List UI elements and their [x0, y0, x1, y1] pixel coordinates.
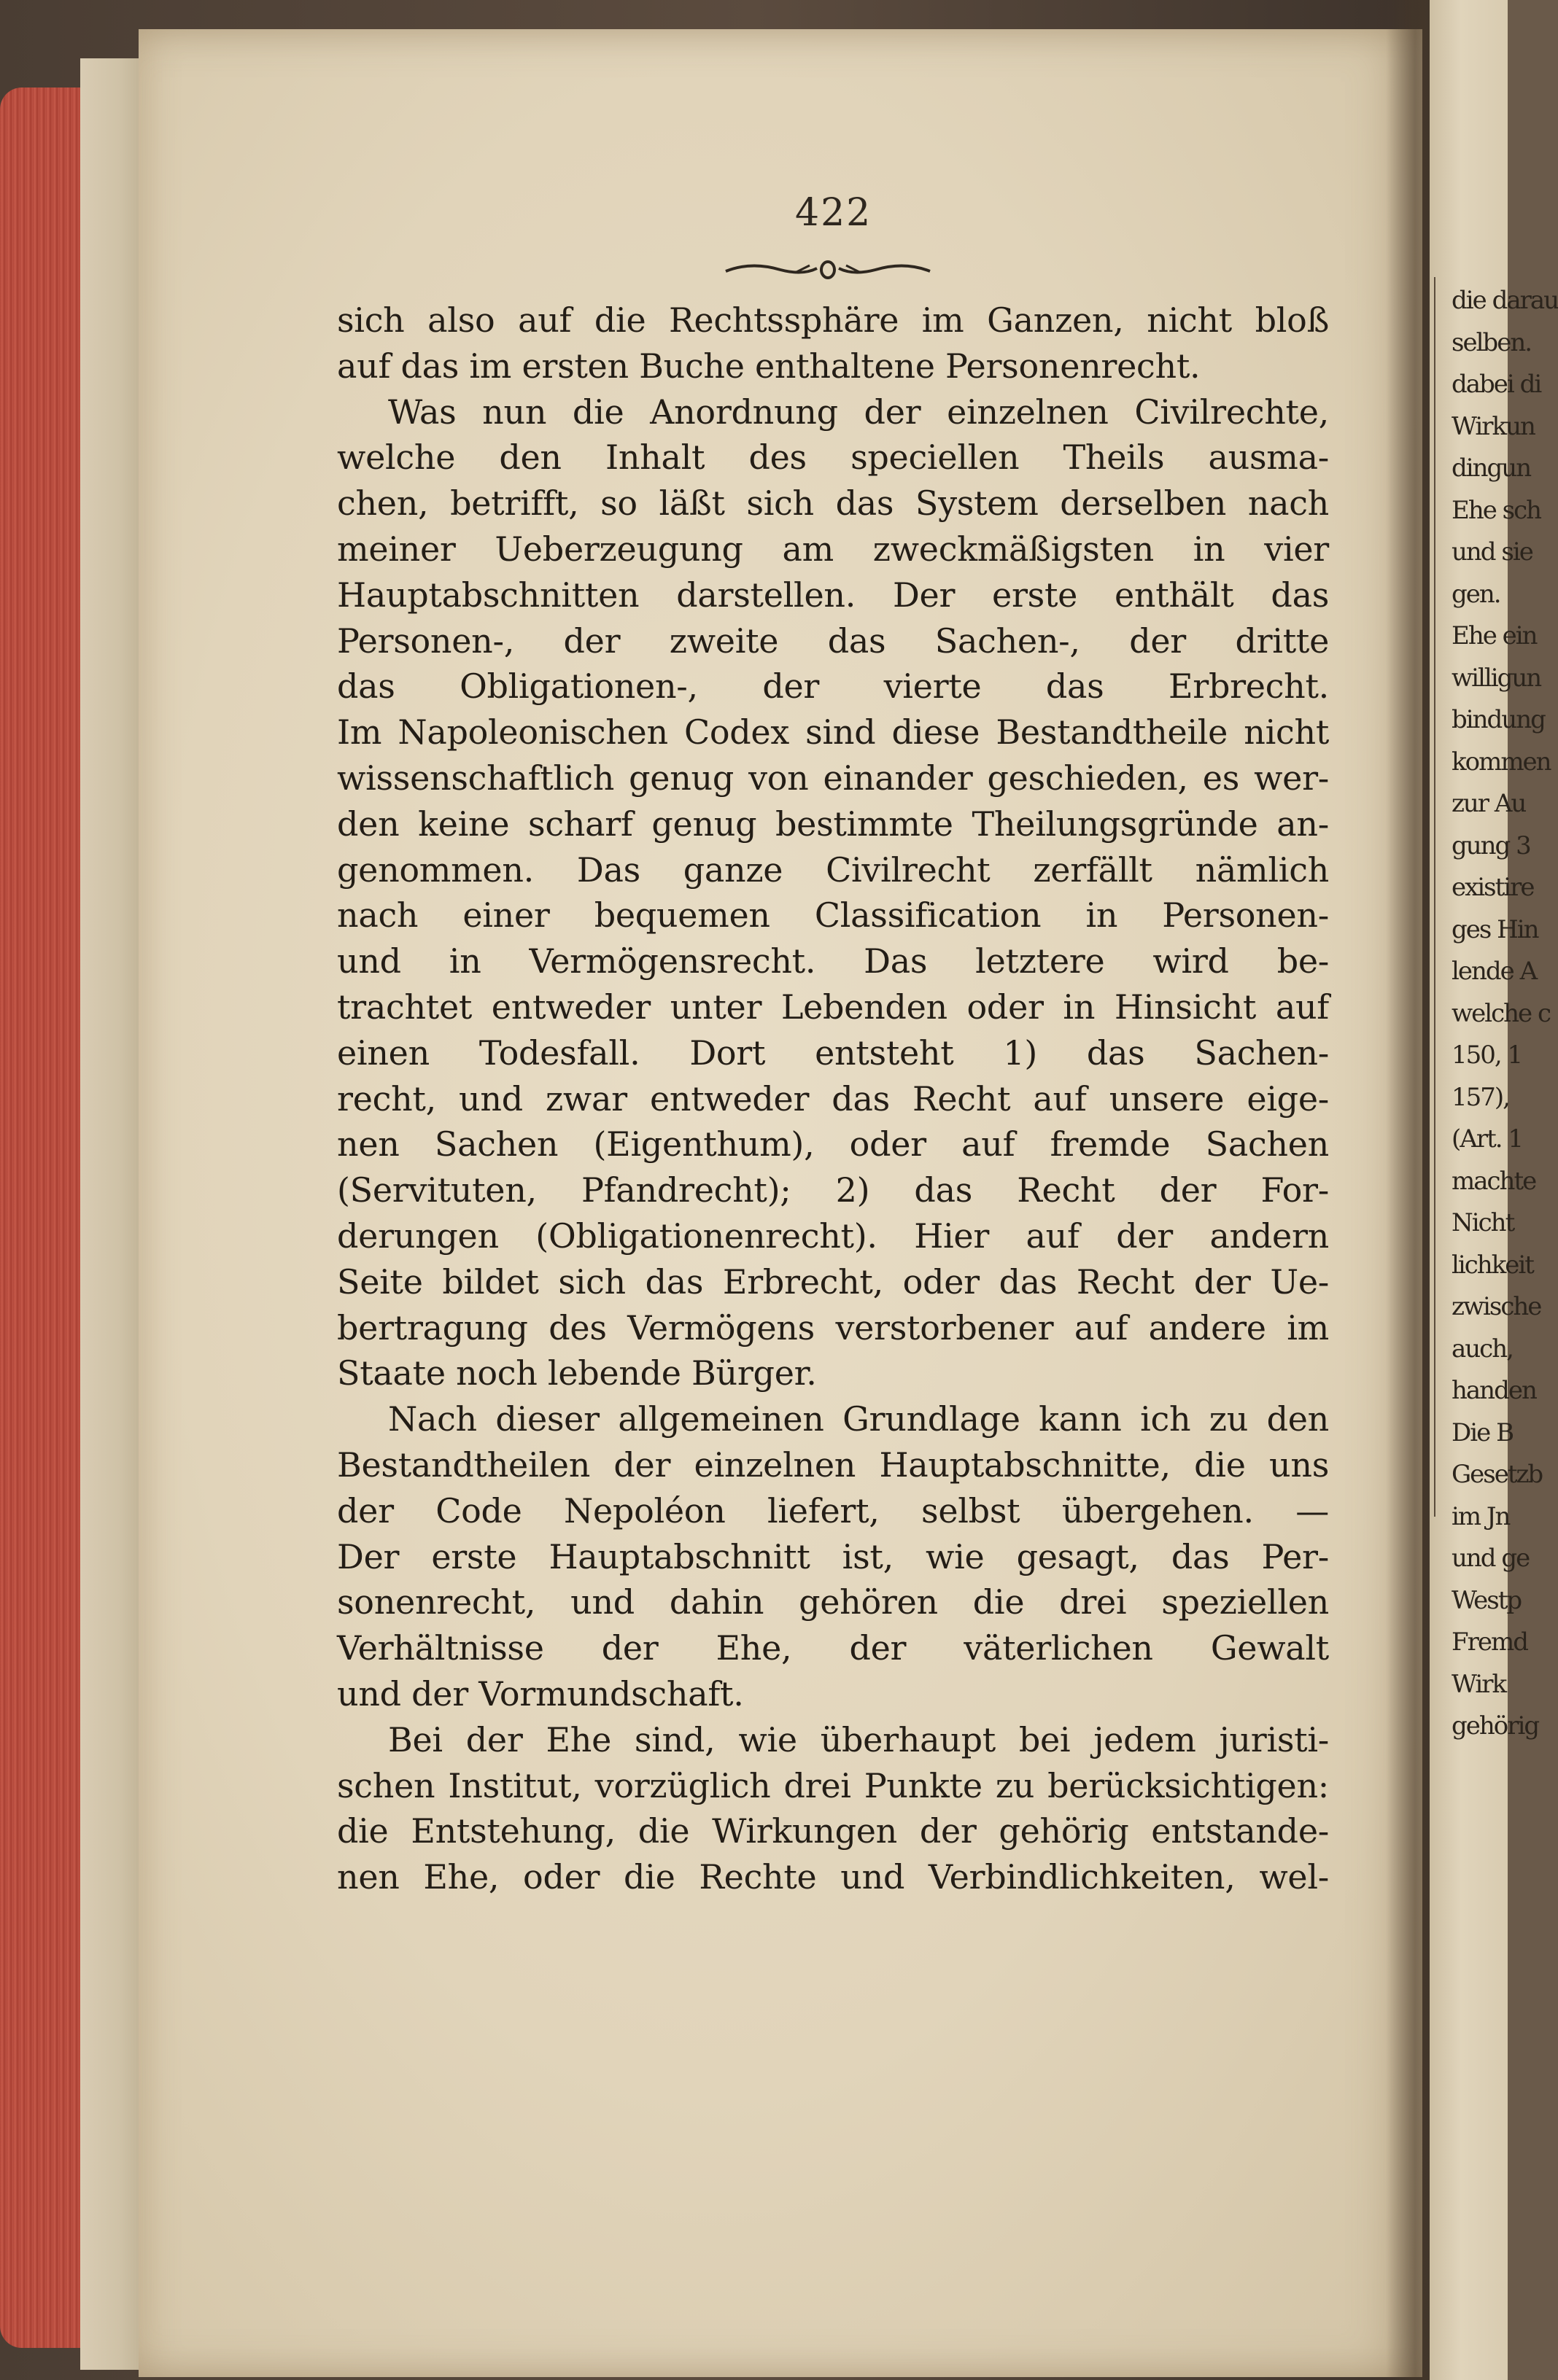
facing-page-text: Fremd: [1452, 1628, 1527, 1657]
facing-page-text: Gesetzb: [1452, 1460, 1543, 1489]
facing-page-text: selben.: [1452, 327, 1532, 357]
body-text: [337, 298, 1329, 1900]
text-line: wissenschaftlich genug von einander geschieden, es wer-: [337, 758, 1329, 798]
text-line: (Servituten, Pfandrecht); 2) das Recht der For-: [337, 1170, 1329, 1210]
facing-page-fragment: [1430, 0, 1558, 2380]
text-line: trachtet entweder unter Lebenden oder in Hinsicht auf: [337, 987, 1329, 1027]
facing-page-text: Ehe sch: [1452, 495, 1541, 525]
page-number: 422: [795, 191, 872, 235]
facing-page-text: Ehe ein: [1452, 621, 1537, 650]
text-line: bertragung des Vermögens verstorbener auf andere im: [337, 1307, 1329, 1348]
text-line: den keine scharf genug bestimmte Theilungsgründe an-: [337, 804, 1329, 844]
facing-page-text: zur Au: [1452, 789, 1526, 818]
facing-page-text: zwische: [1452, 1292, 1541, 1321]
facing-page-text: machte: [1452, 1166, 1536, 1196]
book-page-edges: [0, 88, 88, 2348]
text-line: meiner Ueberzeugung am zweckmäßigsten in vier: [337, 529, 1329, 569]
text-line: Staate noch lebende Bürger.: [337, 1353, 817, 1393]
text-line: recht, und zwar entweder das Recht auf unsere eige-: [337, 1078, 1329, 1119]
text-line: nach einer bequemen Classification in Personen-: [337, 895, 1329, 936]
facing-page-text: 150, 1: [1452, 1041, 1522, 1070]
text-line: chen, betrifft, so läßt sich das System derselben nach: [337, 483, 1329, 524]
page-stack: [80, 58, 146, 2370]
facing-page-text: gehörig: [1452, 1711, 1539, 1741]
text-line: Hauptabschnitten darstellen. Der erste enthält das: [337, 575, 1329, 615]
facing-page-text: existire: [1452, 873, 1534, 902]
text-line: genommen. Das ganze Civilrecht zerfällt nämlich: [337, 849, 1329, 890]
text-line: Der erste Hauptabschnitt ist, wie gesagt, das Per-: [337, 1536, 1329, 1576]
facing-page-text: dingun: [1452, 454, 1531, 483]
facing-page-text: gen.: [1452, 579, 1500, 609]
text-line: Seite bildet sich das Erbrecht, oder das Recht der Ue-: [337, 1261, 1329, 1302]
facing-page-text: im Jn: [1452, 1501, 1510, 1531]
facing-page-text: handen: [1452, 1376, 1536, 1405]
text-line: Bestandtheilen der einzelnen Hauptabschnitte, die uns: [337, 1444, 1329, 1485]
text-line: nen Sachen (Eigenthum), oder auf fremde Sachen: [337, 1124, 1329, 1164]
text-line: das Obligationen-, der vierte das Erbrecht.: [337, 666, 1329, 707]
facing-page-text: dabei di: [1452, 370, 1541, 399]
text-line: und der Vormundschaft.: [337, 1673, 744, 1714]
text-line: sich also auf die Rechtssphäre im Ganzen, nicht bloß: [337, 300, 1329, 340]
text-line: sonenrecht, und dahin gehören die drei speziellen: [337, 1582, 1329, 1622]
facing-page-text: 157),: [1452, 1082, 1509, 1112]
facing-page-text: ges Hin: [1452, 914, 1538, 944]
facing-page-rule: [1434, 277, 1435, 1517]
facing-page-text: gung 3: [1452, 831, 1530, 860]
text-line: Verhältnisse der Ehe, der väterlichen Gewalt: [337, 1628, 1329, 1668]
text-line: Personen-, der zweite das Sachen-, der dritte: [337, 621, 1329, 661]
facing-page-text: lende A: [1452, 957, 1537, 986]
facing-page-text: auch,: [1452, 1334, 1513, 1364]
text-line: Was nun die Anordnung der einzelnen Civilrechte,: [388, 392, 1329, 432]
facing-page-text: Wirkun: [1452, 411, 1535, 441]
text-line: Nach dieser allgemeinen Grundlage kann ich zu den: [388, 1399, 1329, 1439]
facing-page-text: Wirk: [1452, 1669, 1506, 1699]
facing-page-text: Nicht: [1452, 1208, 1514, 1237]
facing-page-text: Die B: [1452, 1418, 1514, 1447]
text-line: einen Todesfall. Dort entsteht 1) das Sachen-: [337, 1032, 1329, 1073]
facing-page-text: (Art. 1: [1452, 1124, 1522, 1154]
text-line: schen Institut, vorzüglich drei Punkte zu berücksichtigen:: [337, 1765, 1329, 1805]
facing-page-text: kommen: [1452, 747, 1551, 777]
text-line: Im Napoleonischen Codex sind diese Bestandtheile nicht: [337, 712, 1329, 752]
text-line: Bei der Ehe sind, wie überhaupt bei jedem juristi-: [388, 1719, 1329, 1759]
text-line: die Entstehung, die Wirkungen der gehörig entstande-: [337, 1811, 1329, 1851]
facing-page-text: welche c: [1452, 998, 1551, 1028]
text-line: nen Ehe, oder die Rechte und Verbindlichkeiten, wel-: [337, 1857, 1329, 1897]
facing-page-text: und ge: [1452, 1544, 1530, 1573]
text-line: der Code Nepoléon liefert, selbst übergehen. —: [337, 1490, 1329, 1531]
facing-page-text: willigun: [1452, 663, 1541, 693]
text-line: und in Vermögensrecht. Das letztere wird be-: [337, 941, 1329, 981]
facing-page-text: bindung: [1452, 705, 1545, 734]
facing-page-text: lichkeit: [1452, 1250, 1533, 1280]
text-line: derungen (Obligationenrecht). Hier auf der andern: [337, 1216, 1329, 1256]
text-line: auf das im ersten Buche enthaltene Personenrecht.: [337, 346, 1201, 386]
text-line: welche den Inhalt des speciellen Theils ausma-: [337, 438, 1329, 478]
facing-page-text: die darau: [1452, 286, 1558, 315]
ornament-divider-icon: [722, 255, 934, 284]
facing-page-text: und sie: [1452, 537, 1532, 567]
facing-page-text: Westp: [1452, 1585, 1522, 1615]
